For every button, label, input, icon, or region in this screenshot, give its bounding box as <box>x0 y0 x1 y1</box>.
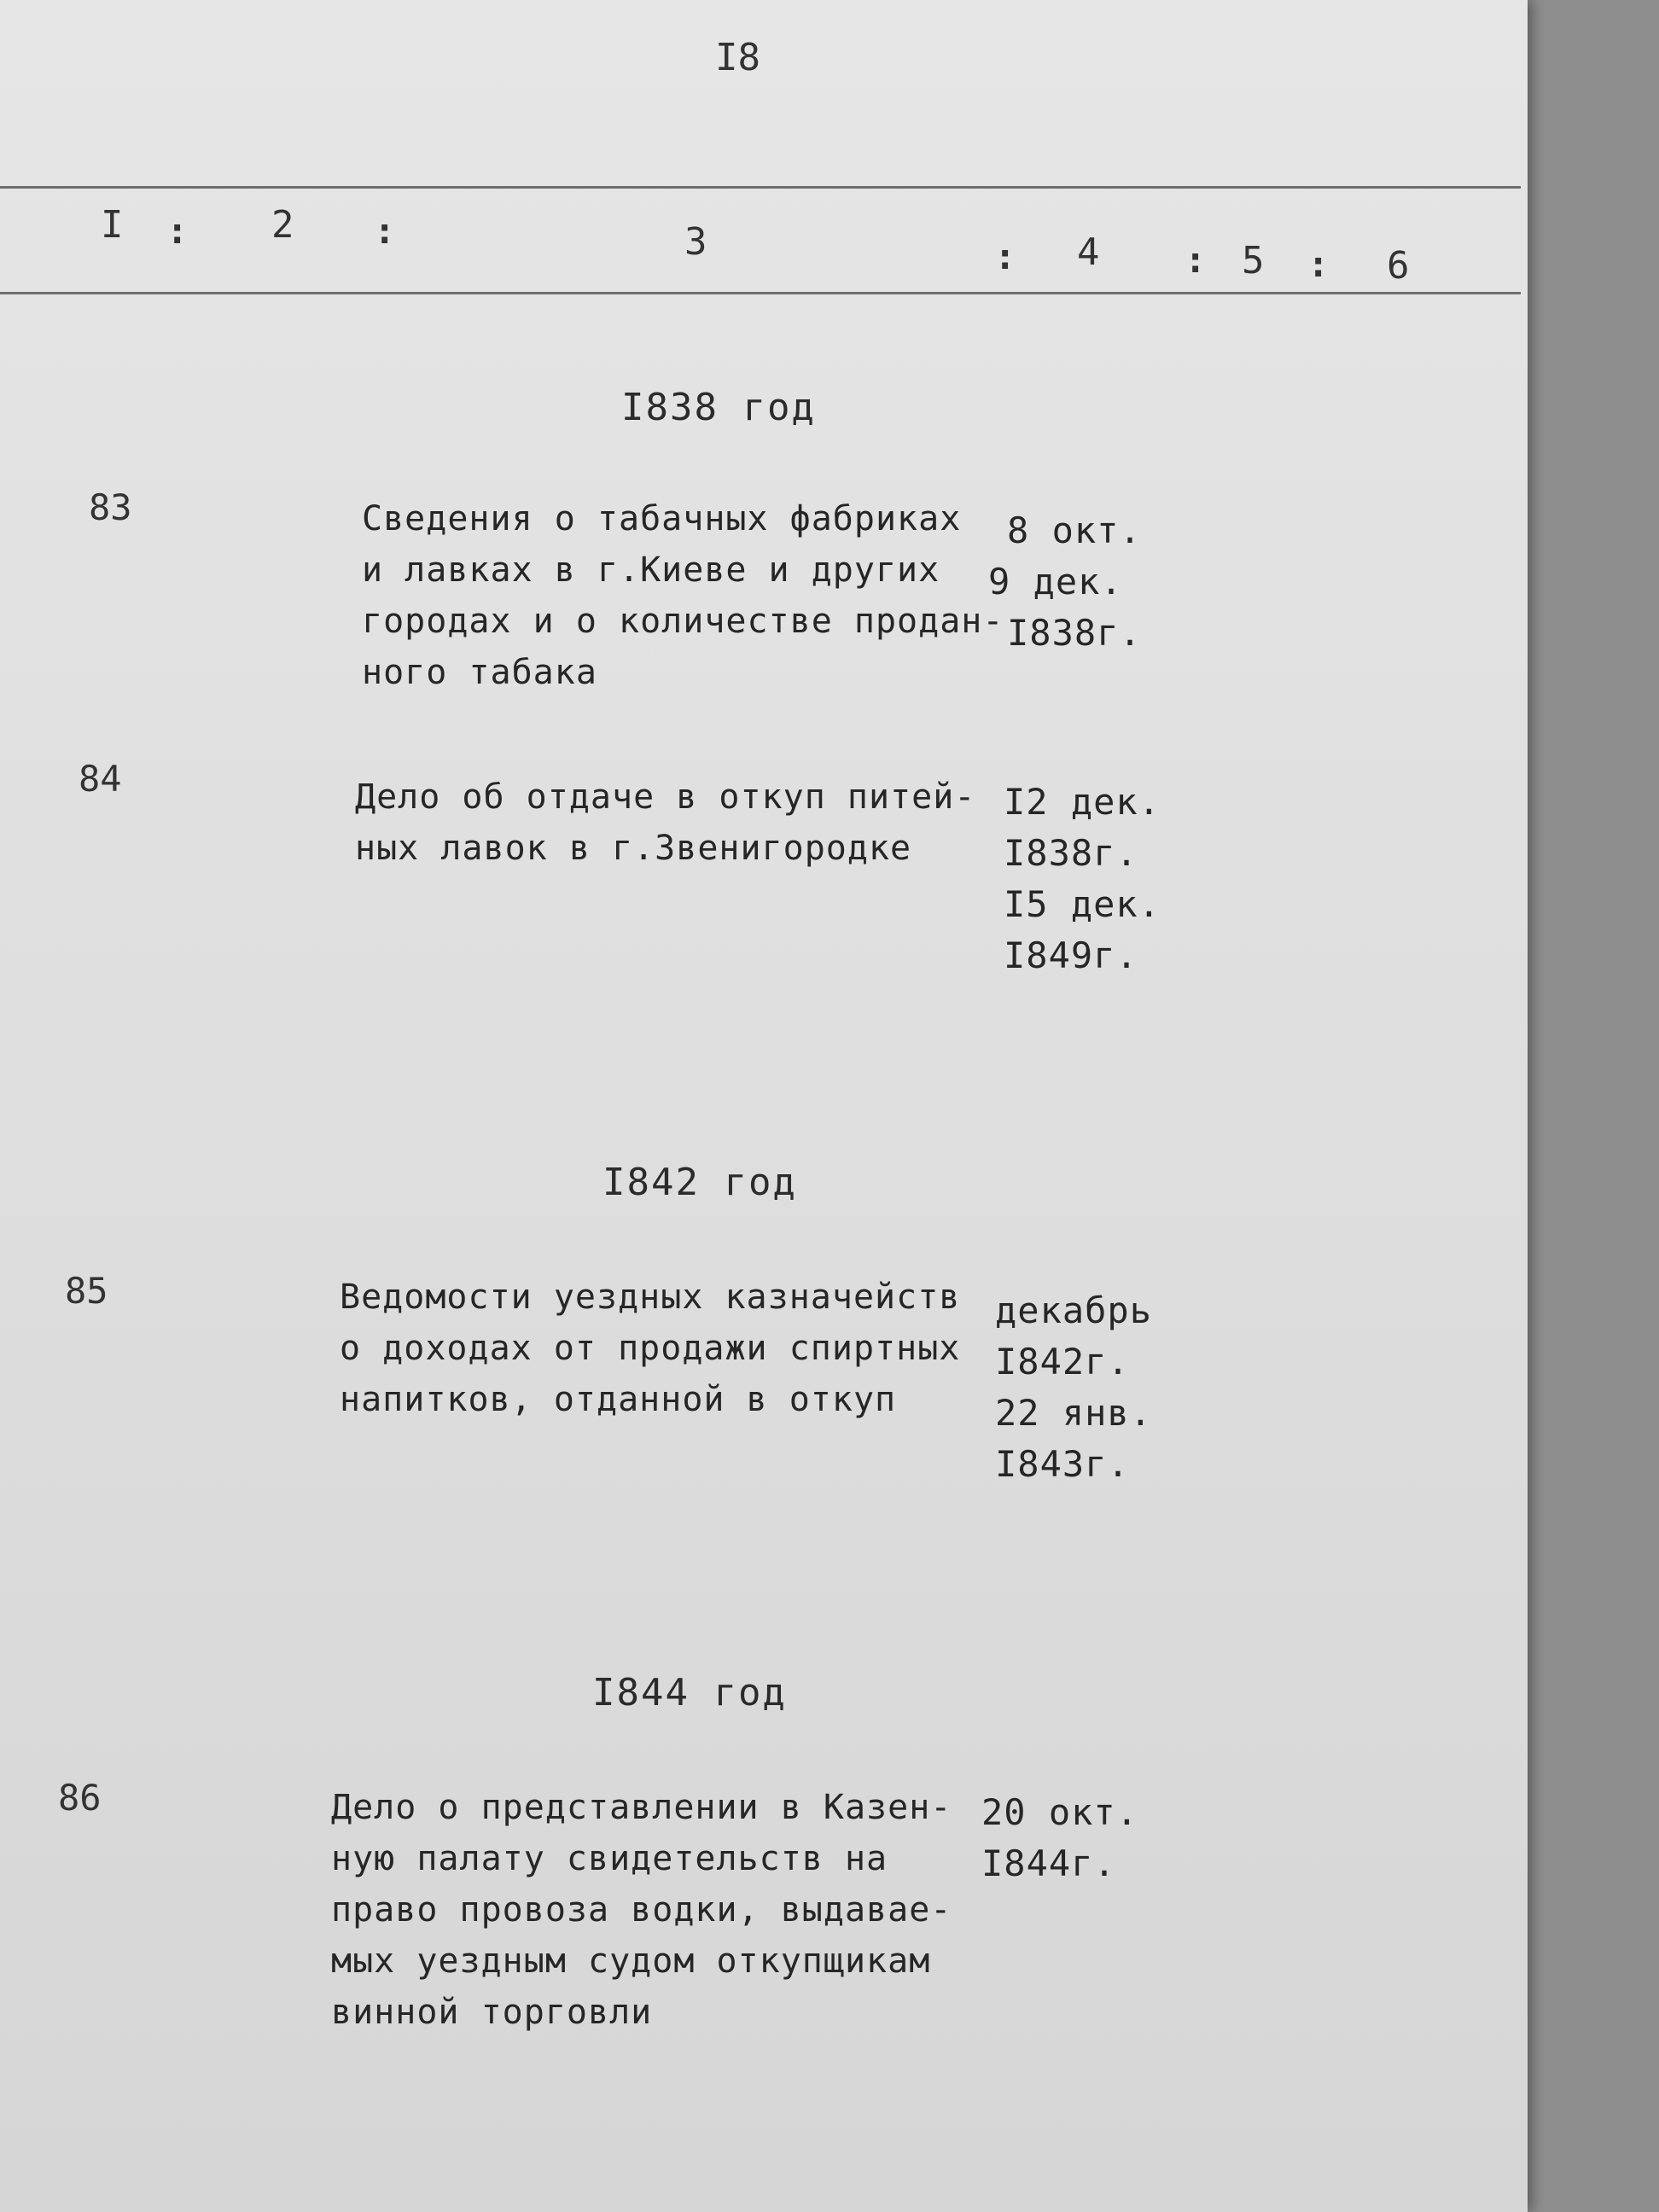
entry-dates: 8 окт. 9 дек. I838г. <box>988 509 1142 654</box>
header-col-3: 3 <box>684 220 707 264</box>
header-separator: : <box>166 210 189 252</box>
header-separator: : <box>1185 239 1207 281</box>
entry-description: Дело об отдаче в откуп питей- ных лавок в г.Звенигородке <box>355 777 976 868</box>
table-header-bottom-rule <box>0 292 1521 294</box>
header-col-5: 5 <box>1242 239 1265 282</box>
entry-description: Ведомости уездных казначейств о доходах от продажи спиртных напитков, отданной в откуп <box>340 1278 961 1419</box>
header-col-4: 4 <box>1077 230 1100 274</box>
year-heading: I842 год <box>602 1161 797 1204</box>
entry-dates: 20 окт. I844г. <box>981 1791 1139 1884</box>
entry-dates: I2 дек. I838г. I5 дек. I849г. <box>1004 781 1161 976</box>
year-heading: I844 год <box>592 1671 787 1714</box>
entry-description: Дело о представлении в Казен- ную палату свидетельств на право провоза водки, выдавае- мых уездным судом откупщикам винной торговли <box>331 1788 952 2032</box>
header-separator: : <box>994 236 1016 277</box>
entry-description: Сведения о табачных фабриках и лавках в г.Киеве и других городах и о количестве продан- ного табака <box>362 499 1004 692</box>
entry-number: 85 <box>65 1270 108 1312</box>
header-separator: : <box>1307 243 1330 285</box>
header-col-1: I <box>101 203 124 247</box>
entry-dates: декабрь I842г. 22 янв. I843г. <box>995 1289 1153 1485</box>
header-col-6: 6 <box>1387 244 1410 288</box>
year-heading: I838 год <box>621 386 816 429</box>
entry-number: 86 <box>58 1777 102 1819</box>
page-number: I8 <box>715 36 760 79</box>
header-separator: : <box>374 210 396 252</box>
table-header-top-rule <box>0 186 1521 189</box>
header-col-2: 2 <box>271 203 294 247</box>
entry-number: 83 <box>89 486 132 528</box>
entry-number: 84 <box>79 758 122 800</box>
